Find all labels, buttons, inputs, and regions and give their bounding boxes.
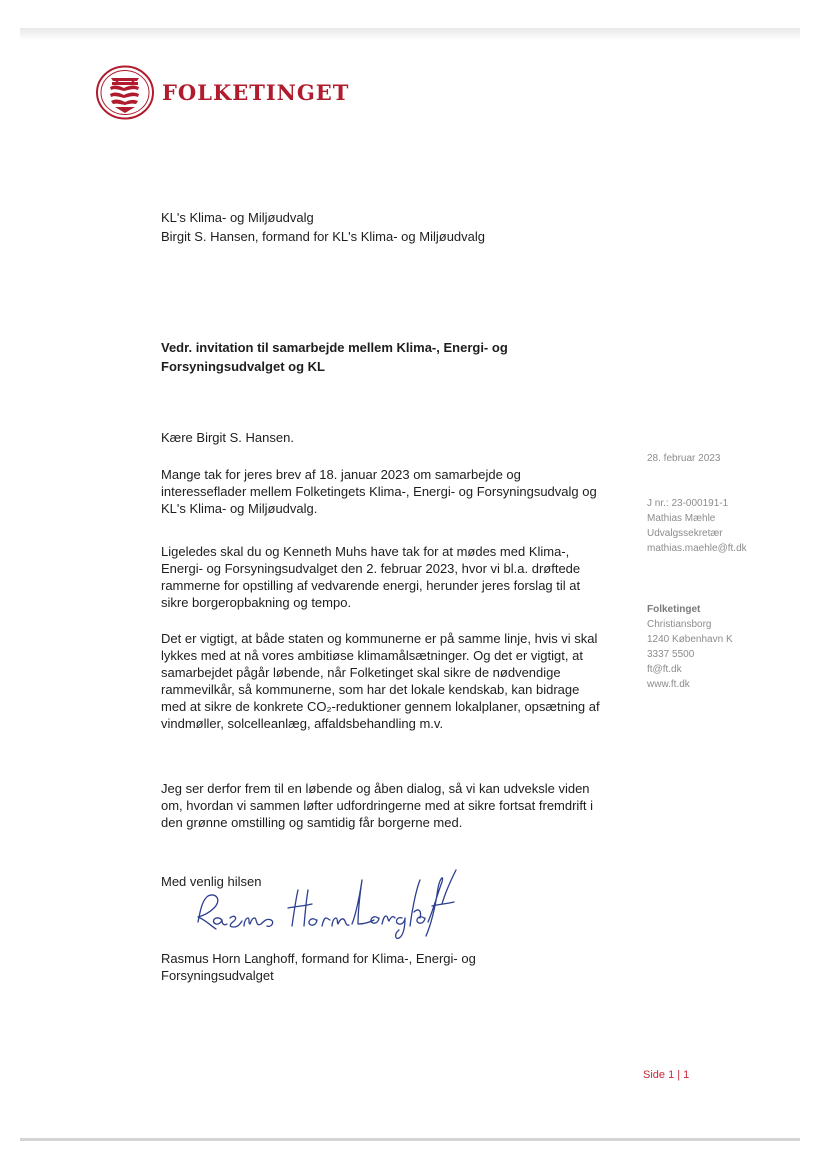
body-paragraph: Ligeledes skal du og Kenneth Muhs have tak for at mødes med Klima-, Energi- og Forsyningsudvalget den 2. februar 2023, hvor vi bl.a. drøftede rammerne for opstilling af vedvarende energi, herunder jeres forslag til at sikre borgeropbakning og tempo. — [161, 544, 581, 610]
contact-line: 1240 København K — [647, 634, 733, 645]
recipient-block — [161, 208, 485, 246]
folketinget-crest-icon — [95, 65, 155, 120]
brand-name: FOLKETINGET — [162, 80, 350, 105]
reference-block — [647, 496, 747, 556]
page-number: Side 1 | 1 — [643, 1069, 690, 1081]
reference-line: J nr.: 23-000191-1 — [647, 498, 729, 509]
recipient-line: KL's Klima- og Miljøudvalg — [161, 210, 314, 225]
contact-line: Christiansborg — [647, 619, 712, 630]
scan-edge-top — [20, 28, 800, 40]
greeting: Kære Birgit S. Hansen. — [161, 430, 294, 445]
body-paragraph: Det er vigtigt, at både staten og kommunerne er på samme linje, hvis vi skal lykkes med at nå vores ambitiøse klimamålsætninger. Og det er vigtigt, at samarbejdet pågår løbende, når Folketinget skal sikre de nødvendige rammevilkår, så kommunerne, som har det lokale kendskab, kan bidrage med at sikre de konkrete CO₂-reduktioner gennem lokalplaner, opsætning af vindmøller, solcelleanlæg, affaldsbehandling m.v. — [161, 631, 600, 731]
contact-website: www.ft.dk — [647, 679, 690, 690]
recipient-line: Birgit S. Hansen, formand for KL's Klima- og Miljøudvalg — [161, 229, 485, 244]
signer-name: Rasmus Horn Langhoff, formand for Klima-, Energi- og Forsyningsudvalget — [161, 951, 476, 983]
letter-subject: Vedr. invitation til samarbejde mellem Klima-, Energi- og Forsyningsudvalget og KL — [161, 340, 508, 374]
contact-block — [647, 602, 733, 692]
handwritten-signature — [180, 860, 480, 945]
reference-line: Udvalgssekretær — [647, 528, 723, 539]
contact-org: Folketinget — [647, 604, 701, 615]
scan-edge-bottom — [20, 1138, 800, 1141]
contact-email: ft@ft.dk — [647, 664, 682, 675]
body-paragraph: Jeg ser derfor frem til en løbende og åben dialog, så vi kan udveksle viden om, hvordan vi sammen løfter udfordringerne med at sikre fortsat fremdrift i den grønne omstilling og samtidig får borgerne med. — [161, 781, 594, 830]
contact-line: 3337 5500 — [647, 649, 695, 660]
closing-phrase: Med venlig hilsen — [161, 874, 262, 889]
reference-email: mathias.maehle@ft.dk — [647, 543, 747, 554]
body-paragraph: Mange tak for jeres brev af 18. januar 2023 om samarbejde og interesseflader mellem Folketingets Klima-, Energi- og Forsyningsudvalg og KL's Klima- og Miljøudvalg. — [161, 467, 597, 516]
letter-date: 28. februar 2023 — [647, 453, 721, 464]
reference-line: Mathias Mæhle — [647, 513, 716, 524]
